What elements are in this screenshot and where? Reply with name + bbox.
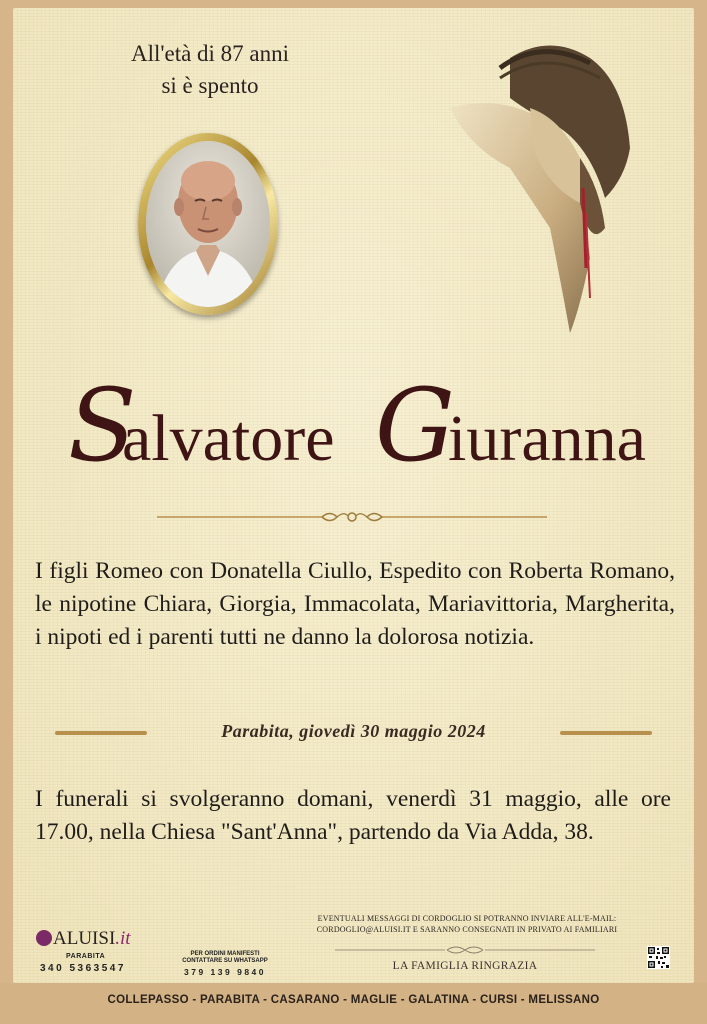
- first-name-initial: S: [68, 367, 137, 484]
- date-place: Parabita, giovedì 30 maggio 2024: [221, 721, 486, 741]
- agency-city: PARABITA: [66, 953, 106, 960]
- family-thanks: LA FAMIGLIA RINGRAZIA: [392, 960, 538, 972]
- date-row: [55, 718, 652, 746]
- date-right-line: [560, 731, 652, 735]
- announcement-text: I figli Romeo con Donatella Ciullo, Espedito con Roberta Romano, le nipotine Chiara, Giorgia, Immacolata, Mariavittoria, Margherita, i nipoti ed i parenti tutti ne danno la dolorosa notizia.: [35, 558, 675, 650]
- portrait-photo: [146, 141, 270, 307]
- funeral-text: I funerali si svolgeranno domani, venerdì 31 maggio, alle ore 17.00, nella Chiesa "Sant'Anna", partendo da Via Adda, 38.: [35, 786, 671, 845]
- condolence-line1: EVENTUALI MESSAGGI DI CORDOGLIO SI POTRANNO INVIARE ALL'E-MAIL:: [317, 914, 617, 923]
- agency-phone: 340 5363547: [40, 963, 126, 974]
- age-announcement: [90, 38, 330, 102]
- portrait-frame: [138, 133, 278, 315]
- christ-image: [440, 38, 640, 333]
- order-line1: PER ORDINI MANIFESTI: [190, 951, 260, 957]
- passed-away-line: si è spento: [161, 73, 259, 98]
- footer-towns: COLLEPASSO - PARABITA - CASARANO - MAGLIE - GALATINA - CURSI - MELISSANO: [107, 994, 600, 1006]
- qr-code-icon[interactable]: [647, 946, 670, 969]
- last-name-initial: G: [375, 367, 455, 484]
- condolence-line2: CORDOGLIO@ALUISI.IT E SARANNO CONSEGNATI IN PRIVATO AI FAMILIARI: [316, 925, 618, 934]
- order-info: [170, 951, 280, 977]
- age-line: All'età di 87 anni: [130, 41, 290, 66]
- order-phone: 379 139 9840: [184, 967, 266, 977]
- agency-logo-text: ALUISI.it: [36, 928, 131, 950]
- first-name-rest: alvatore: [122, 402, 335, 475]
- deceased-name: [0, 330, 707, 500]
- divider-ornament: [157, 509, 547, 525]
- logo-mark-icon: [36, 930, 52, 946]
- condolence-info: [297, 913, 637, 935]
- agency-logo: [36, 928, 146, 978]
- last-name-rest: iuranna: [448, 402, 646, 475]
- footer-bar: [0, 983, 707, 1024]
- thanks-ornament: [335, 944, 595, 956]
- order-line2: CONTATTARE SU WHATSAPP: [182, 958, 268, 964]
